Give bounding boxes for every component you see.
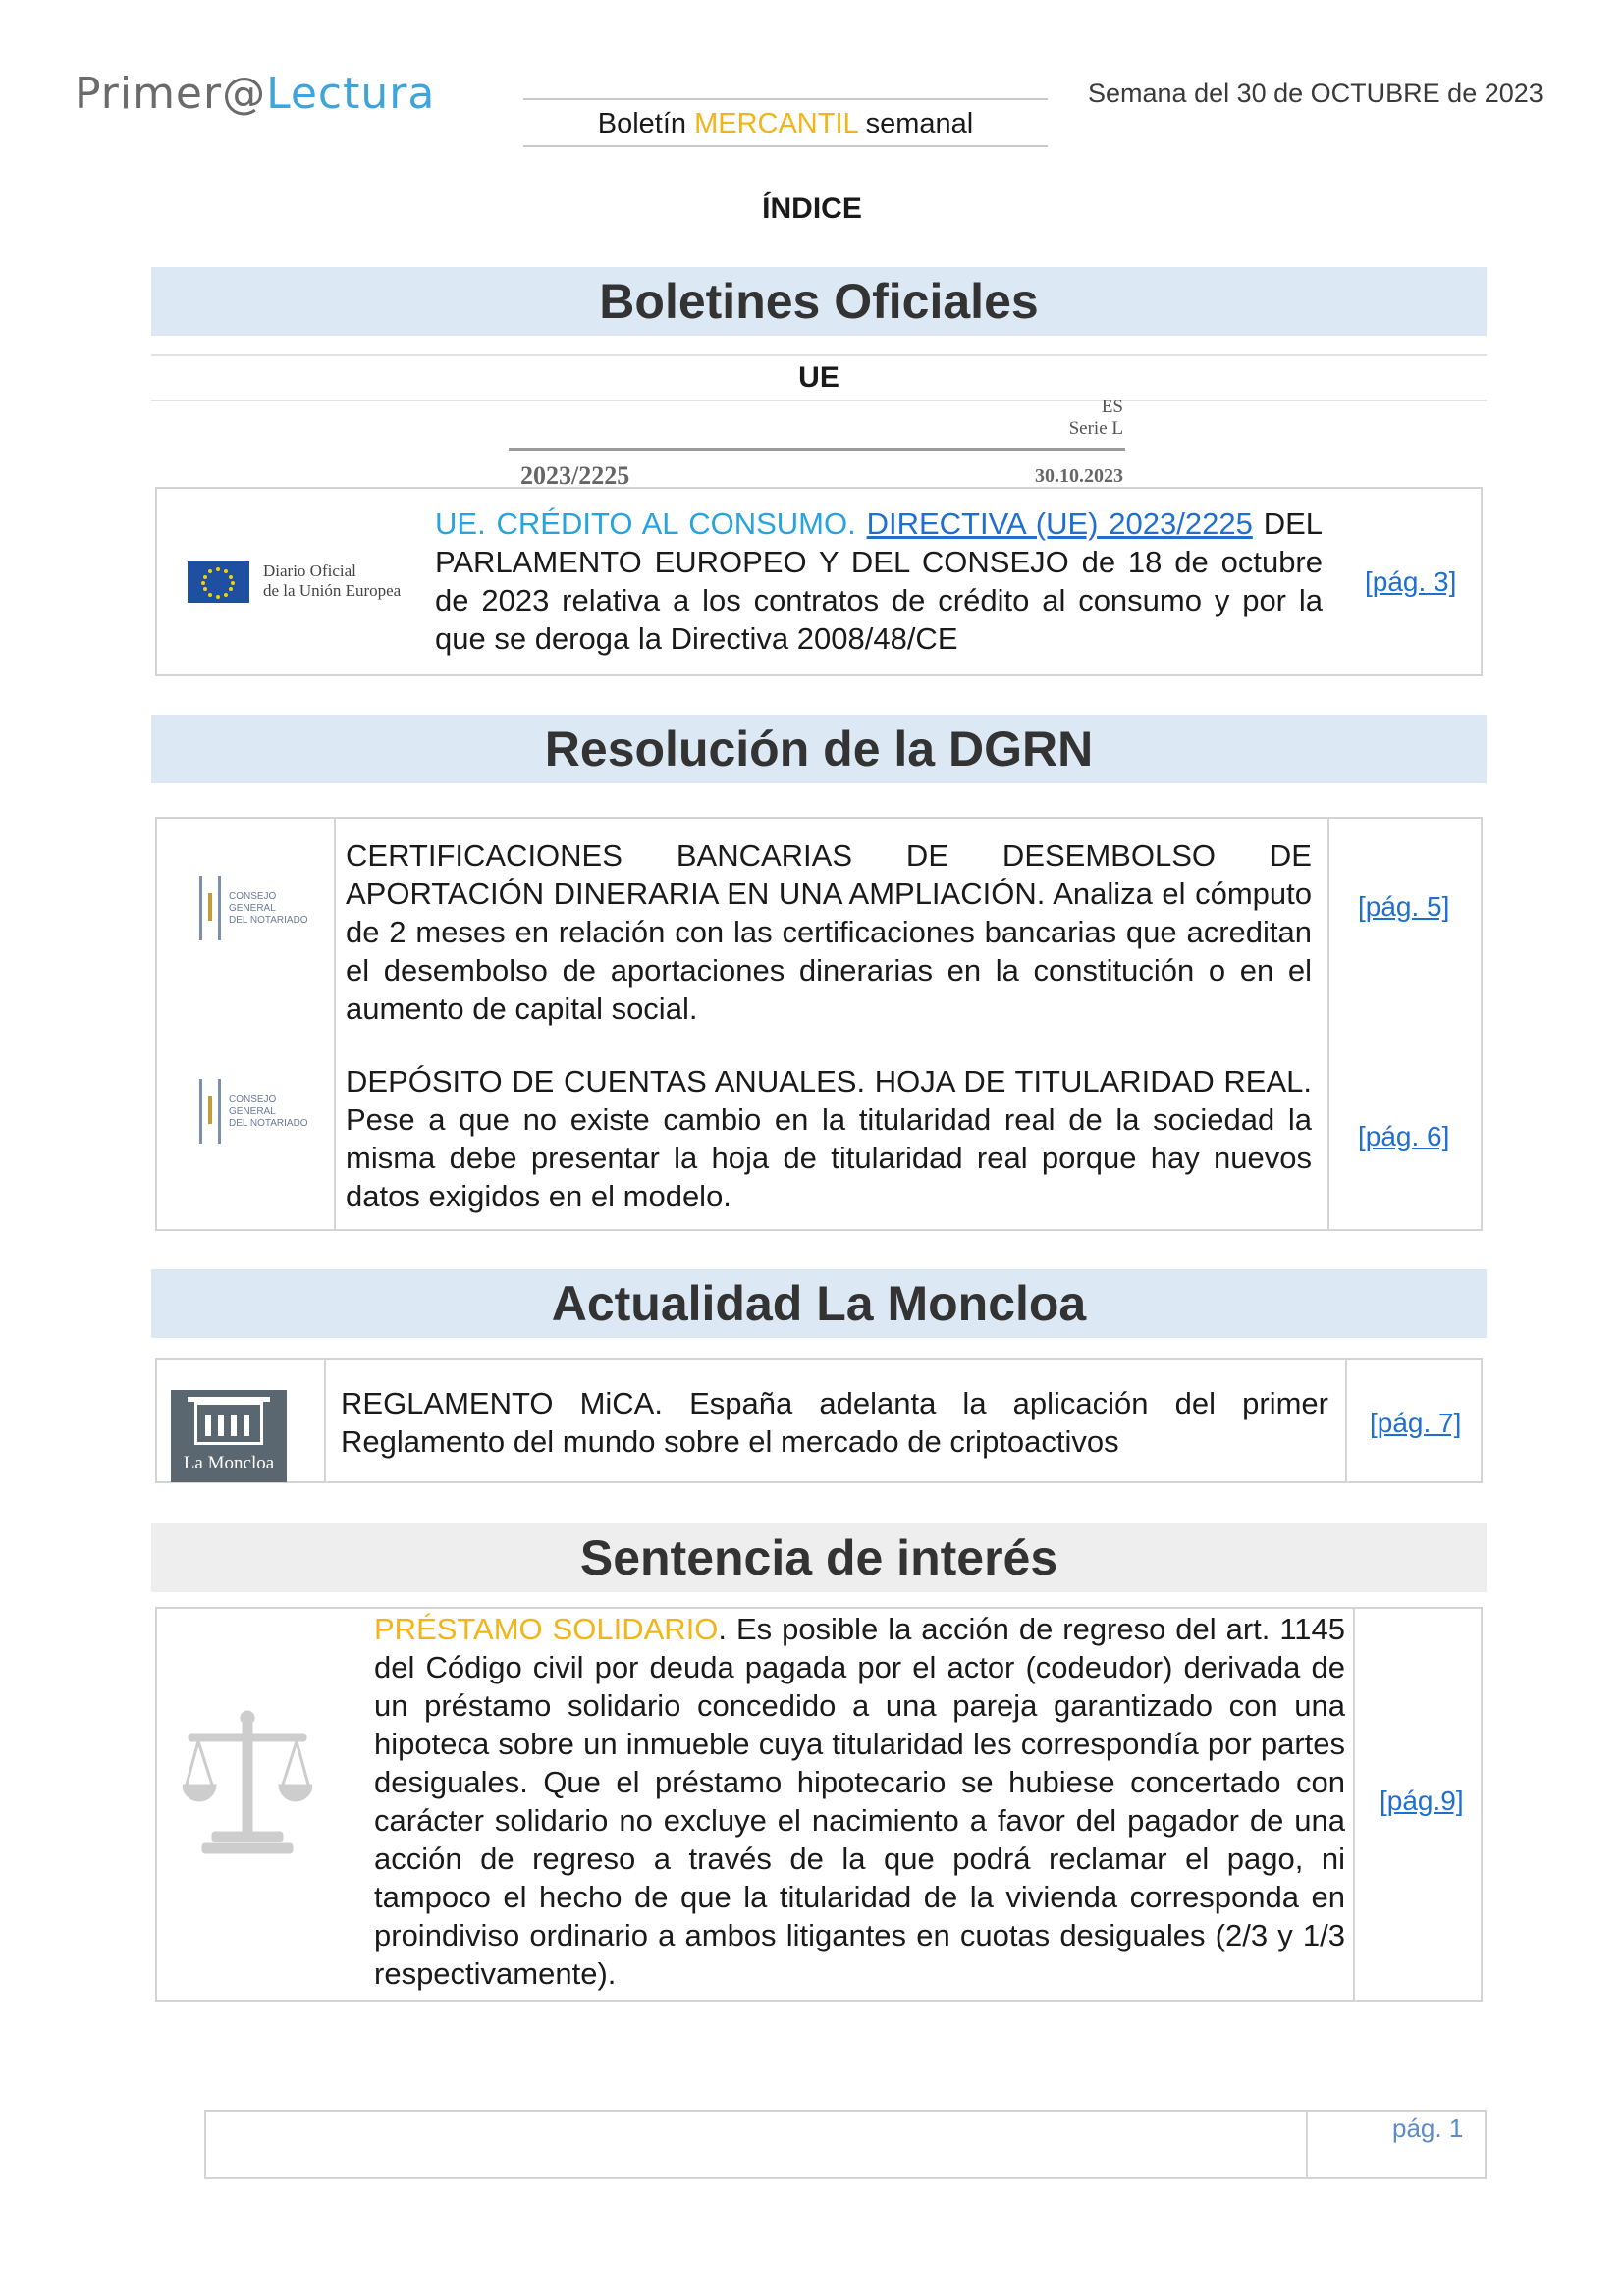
moncloa-logo <box>171 1390 287 1482</box>
logo-part2: Lectura <box>266 69 436 119</box>
entry-dgrn-2-heading: DEPÓSITO DE CUENTAS ANUALES. HOJA DE TITULARIDAD REAL. <box>346 1064 1312 1098</box>
entry-ue-highlight: UE. CRÉDITO AL CONSUMO. <box>435 507 867 541</box>
moncloa-building-icon <box>194 1402 263 1445</box>
notariado-line1: CONSEJO GENERAL <box>229 1095 277 1117</box>
scale-icon <box>183 1708 312 1855</box>
page-link-7[interactable]: [pág. 7] <box>1370 1408 1462 1438</box>
section-title-moncloa: Actualidad La Moncloa <box>151 1269 1487 1338</box>
footer-box <box>204 2110 1487 2179</box>
bulletin-prefix: Boletín <box>597 108 695 139</box>
entry-dgrn-2 <box>346 1062 1312 1215</box>
brand-logo <box>75 69 435 119</box>
directive-link[interactable]: DIRECTIVA (UE) 2023/2225 <box>866 507 1253 541</box>
entry-sentencia <box>374 1610 1345 1993</box>
page-link-6[interactable]: [pág. 6] <box>1358 1121 1450 1151</box>
entry-moncloa <box>341 1384 1328 1461</box>
column-divider <box>1353 1609 1355 2000</box>
logo-part1: Primer@ <box>75 69 267 119</box>
column-divider <box>324 1360 326 1481</box>
column-divider <box>334 819 336 1229</box>
moncloa-logo-text: La Moncloa <box>183 1453 275 1473</box>
subheading-ue: UE <box>151 354 1487 401</box>
page-link-3[interactable]: [pág. 3] <box>1365 566 1457 597</box>
notariado-logo-text <box>229 891 317 927</box>
entry-moncloa-body: España adelanta la aplicación del primer Reglamento del mundo sobre el mercado de criptoactivos <box>341 1386 1328 1459</box>
notariado-emblem-icon <box>199 876 221 940</box>
column-divider <box>1327 819 1329 1229</box>
eu-journal-logo <box>188 558 406 607</box>
notariado-logo <box>199 876 317 944</box>
journal-series: Serie L <box>1068 418 1123 439</box>
section-title-sentencia: Sentencia de interés <box>151 1523 1487 1592</box>
page-number: pág. 1 <box>1392 2113 1464 2143</box>
eu-logo-text <box>263 561 401 601</box>
journal-lang: ES <box>1101 397 1123 417</box>
entry-moncloa-heading: REGLAMENTO MiCA. <box>341 1386 663 1420</box>
section-title-boletines: Boletines Oficiales <box>151 267 1487 336</box>
bulletin-title <box>523 98 1048 147</box>
page-link-9[interactable]: [pág.9] <box>1380 1786 1464 1816</box>
index-title: ÍNDICE <box>762 192 862 225</box>
notariado-line1: CONSEJO GENERAL <box>229 891 277 914</box>
footer-divider <box>1306 2110 1308 2179</box>
week-date: Semana del 30 de OCTUBRE de 2023 <box>1088 79 1543 108</box>
column-divider <box>1345 1360 1347 1481</box>
entry-ue-rest: DEL PARLAMENTO EUROPEO Y DEL CONSEJO de 18 de octubre de 2023 relativa a los contratos de crédito al consumo y por la que se deroga la Directiva 2008/48/CE <box>435 507 1323 656</box>
eu-flag-icon <box>188 561 249 603</box>
notariado-line2: DEL NOTARIADO <box>229 1118 308 1129</box>
entry-sentencia-body: . Es posible la acción de regreso del art. 1145 del Código civil por deuda pagada por el actor (codeudor) derivada de un préstamo solidario concedido a una pareja garantizado con una hipoteca sobre un inmueble cuya titularidad les correspondía por partes desiguales. Que el préstamo hipotecario se hubiese concertado con carácter solidario no excluye el nacimiento a favor del pagador de una acción de regreso a través de la que podrá reclamar el pago, ni tampoco el hecho de que la titularidad de la vivienda corresponda en proindiviso ordinario a ambos litigantes en cuotas desiguales (2/3 y 1/3 respectivamente). <box>374 1612 1345 1991</box>
journal-rule <box>509 448 1125 451</box>
notariado-line2: DEL NOTARIADO <box>229 915 308 926</box>
journal-header <box>509 397 1125 490</box>
entry-dgrn-2-body: Pese a que no existe cambio en la titularidad real de la sociedad la misma debe presentar la hoja de titularidad real porque hay nuevos datos exigidos en el modelo. <box>346 1102 1312 1213</box>
entry-dgrn-1-heading: CERTIFICACIONES BANCARIAS DE DESEMBOLSO DE APORTACIÓN DINERARIA EN UNA AMPLIACIÓN. <box>346 838 1312 911</box>
notariado-logo-text <box>229 1095 317 1130</box>
entry-dgrn-1-body: Analiza el cómputo de 2 meses en relación con las certificaciones bancarias que acreditan el desembolso de aportaciones dinerarias en la constitución o en el aumento de capital social. <box>346 877 1312 1026</box>
eu-logo-line2: de la Unión Europea <box>263 581 402 600</box>
section-title-dgrn: Resolución de la DGRN <box>151 715 1487 783</box>
journal-date: 30.10.2023 <box>1035 465 1123 487</box>
entry-dgrn-1 <box>346 836 1312 1028</box>
bulletin-highlight: MERCANTIL <box>694 108 858 139</box>
notariado-emblem-icon <box>199 1079 221 1144</box>
bulletin-suffix: semanal <box>857 108 974 139</box>
entry-ue-credito <box>435 505 1323 658</box>
notariado-logo <box>199 1079 317 1148</box>
journal-number: 2023/2225 <box>520 461 630 490</box>
eu-logo-line1: Diario Oficial <box>263 561 356 580</box>
entry-sentencia-heading: PRÉSTAMO SOLIDARIO <box>374 1612 719 1646</box>
page-link-5[interactable]: [pág. 5] <box>1358 891 1450 922</box>
